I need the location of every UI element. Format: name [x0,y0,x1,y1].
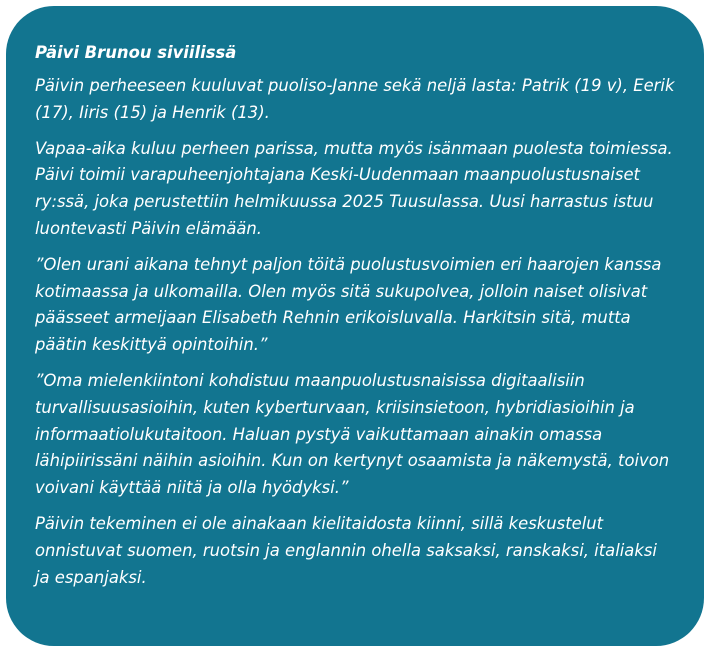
paragraph-free-time: Vapaa-aika kuluu perheen parissa, mutta myös isänmaan puolesta toimiessa. Päivi toimii varapuheenjohtajana Keski-Uudenmaan maanpuolustusnaiset ry:ssä, joka perustettiin helmikuussa 2025 Tuusulassa. Uusi harrastus istuu luontevasti Päivin elämään. [35,138,673,238]
box-title: Päivi Brunou siviilissä [35,43,237,62]
paragraph-quote-interests: ”Oma mielenkiintoni kohdistuu maanpuolustusnaisissa digitaalisiin turvallisuusasioihin, kuten kyberturvaan, kriisinsietoon, hybridiasioihin ja informaatiolukutaitoon. Haluan pystyä vaikuttamaan ainakin omassa lähipiirissäni näihin asioihin. Kun on kertynyt osaamista ja näkemystä, toivon voivani käyttää niitä ja olla hyödyksi.” [35,370,670,498]
paragraph-languages: Päivin tekeminen ei ole ainakaan kielitaidosta kiinni, sillä keskustelut onnistuvat suomen, ruotsin ja englannin ohella saksaksi, ranskaksi, italiaksi ja espanjaksi. [35,513,657,587]
info-box [6,6,704,646]
paragraph-family: Päivin perheeseen kuuluvat puoliso-Janne sekä neljä lasta: Patrik (19 v), Eerik (17), Iiris (15) ja Henrik (13). [35,76,675,122]
paragraph-quote-career: ”Olen urani aikana tehnyt paljon töitä puolustusvoimien eri haarojen kanssa kotimaassa ja ulkomailla. Olen myös sitä sukupolvea, jolloin naiset olisivat päässeet armeijaan Elisabeth Rehnin erikoisluvalla. Harkitsin sitä, mutta päätin keskittyä opintoihin.” [35,254,662,355]
